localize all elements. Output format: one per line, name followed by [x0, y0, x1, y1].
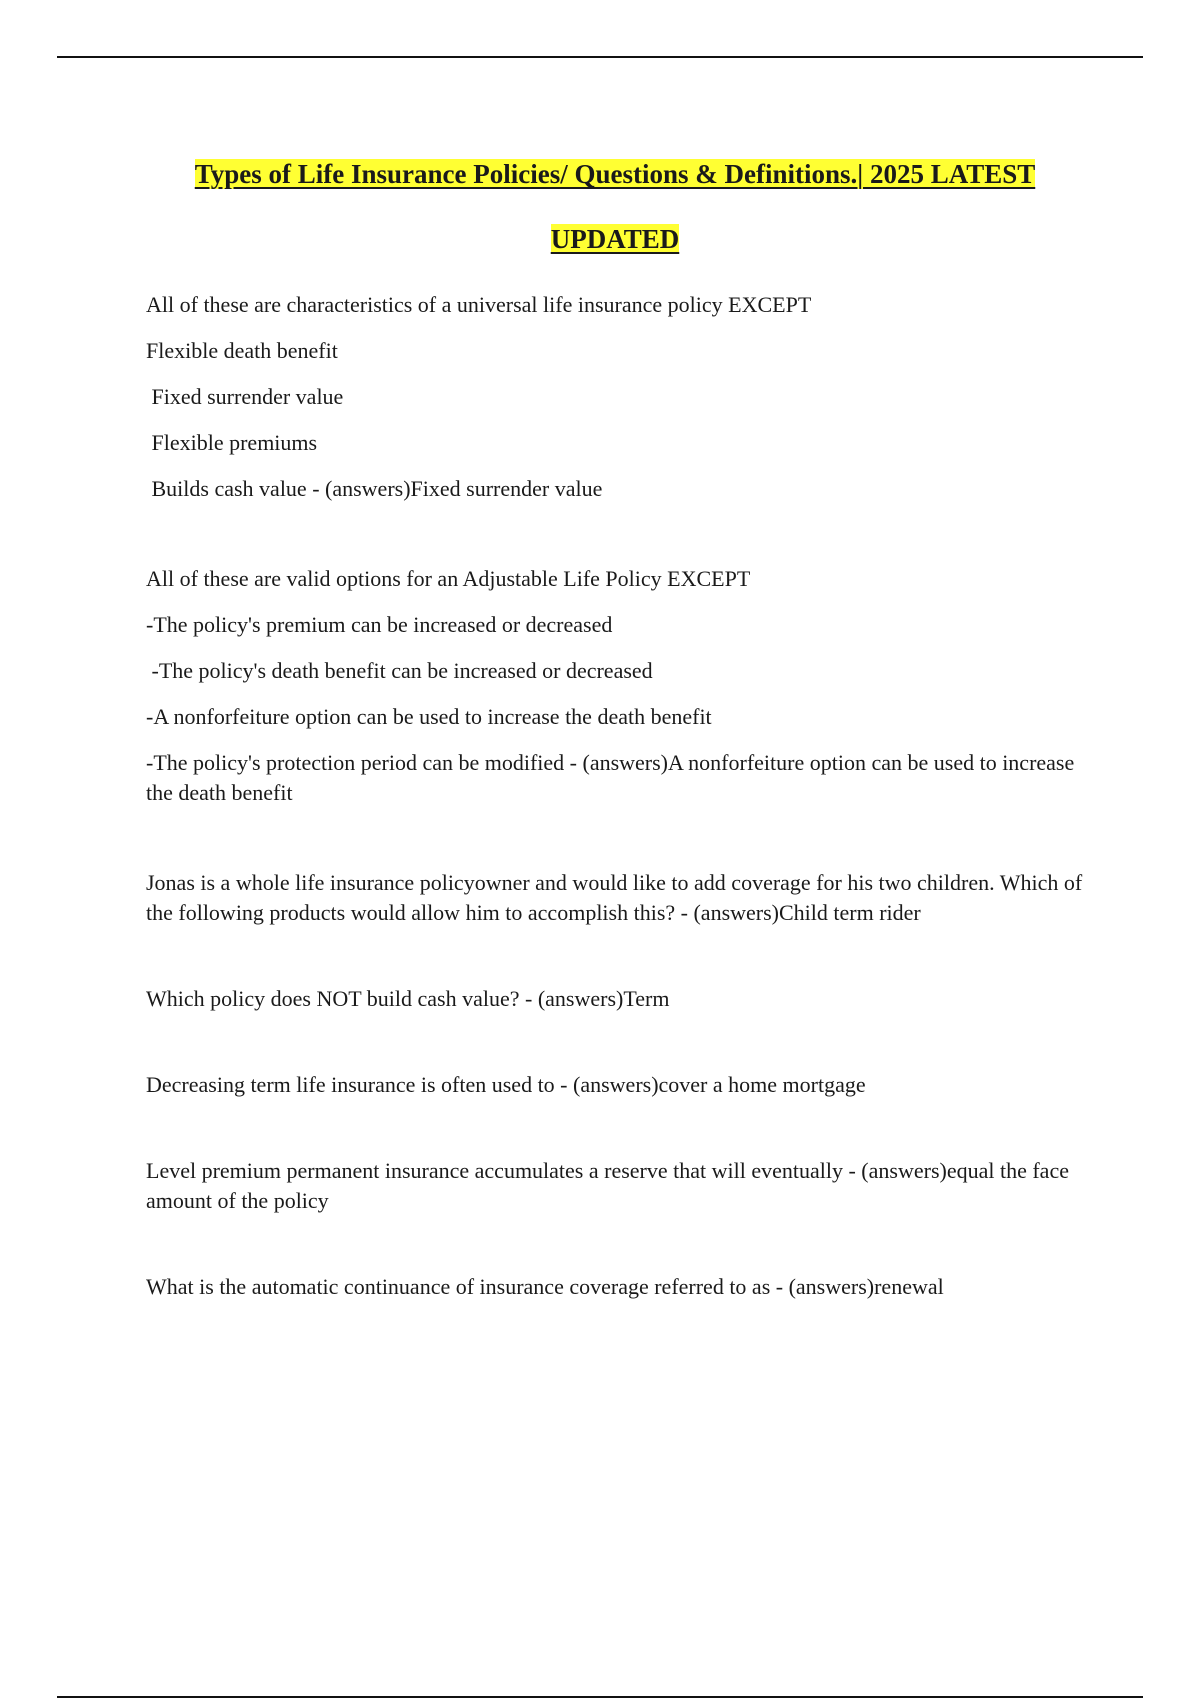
- document-title: [120, 142, 1110, 272]
- answer-option: -The policy's premium can be increased or decreased: [146, 612, 613, 637]
- question-text: Jonas is a whole life insurance policyowner and would like to add coverage for his two children. Which of the following products would allow him to accomplish this? - (answers)Child term rider: [146, 870, 1088, 925]
- answer-option: -A nonforfeiture option can be used to increase the death benefit: [146, 704, 712, 729]
- questions-list: [146, 290, 1086, 1318]
- answer-option: Fixed surrender value: [146, 384, 344, 409]
- bottom-rule: [57, 1696, 1143, 1698]
- answer-option-with-answer: -The policy's protection period can be modified - (answers)A nonforfeiture option can be used to increase the death benefit: [146, 750, 1080, 805]
- spacer: [146, 520, 1086, 564]
- title-line-2: UPDATED: [550, 224, 680, 254]
- spacer: [146, 1030, 1086, 1070]
- question-renewal: [146, 1272, 1086, 1302]
- question-text: Level premium permanent insurance accumulates a reserve that will eventually - (answers)equal the face amount of the policy: [146, 1158, 1075, 1213]
- top-rule: [57, 56, 1143, 58]
- question-text: All of these are valid options for an Adjustable Life Policy EXCEPT: [146, 566, 751, 591]
- spacer: [146, 944, 1086, 984]
- answer-option: Flexible premiums: [146, 430, 318, 455]
- question-no-cash-value: [146, 984, 1086, 1014]
- question-universal-life: [146, 290, 1086, 504]
- spacer: [146, 1232, 1086, 1272]
- question-child-term-rider: [146, 868, 1086, 928]
- title-line-1: Types of Life Insurance Policies/ Questions & Definitions.| 2025 LATEST: [194, 159, 1036, 189]
- question-text: Which policy does NOT build cash value? - (answers)Term: [146, 986, 670, 1011]
- question-text: All of these are characteristics of a universal life insurance policy EXCEPT: [146, 292, 812, 317]
- answer-option: -The policy's death benefit can be increased or decreased: [146, 658, 653, 683]
- spacer: [146, 824, 1086, 868]
- spacer: [146, 1116, 1086, 1156]
- answer-option: Flexible death benefit: [146, 338, 338, 363]
- question-decreasing-term: [146, 1070, 1086, 1100]
- question-level-premium: [146, 1156, 1086, 1216]
- question-adjustable-life: [146, 564, 1086, 808]
- answer-option-with-answer: Builds cash value - (answers)Fixed surrender value: [146, 476, 603, 501]
- question-text: What is the automatic continuance of insurance coverage referred to as - (answers)renewal: [146, 1274, 944, 1299]
- question-text: Decreasing term life insurance is often used to - (answers)cover a home mortgage: [146, 1072, 866, 1097]
